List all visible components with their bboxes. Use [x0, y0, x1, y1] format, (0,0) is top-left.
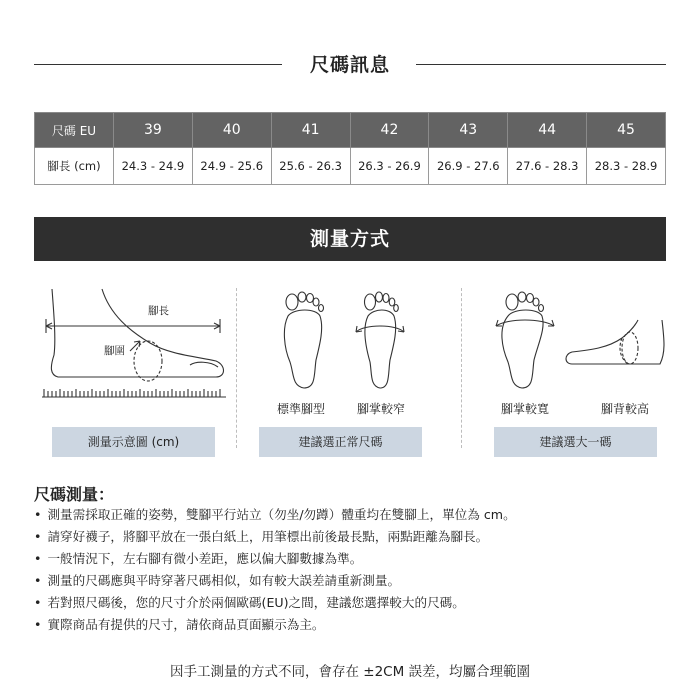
- footer-note: 因手工測量的方式不同，會存在 ±2CM 誤差，均屬合理範圍: [169, 664, 531, 680]
- measurement-method-banner: 測量方式: [34, 217, 666, 261]
- notes-list: [34, 504, 674, 636]
- list-item: • 實際商品有提供的尺寸，請依商品頁面顯示為主。: [34, 614, 674, 636]
- measure-diagram-label: 測量示意圖 (cm): [52, 427, 215, 457]
- foot-length-label: 腳長: [148, 305, 169, 317]
- size-cell: 39: [114, 113, 193, 148]
- list-item: • 測量需採取正確的姿勢，雙腳平行站立（勿坐/勿蹲）體重均在雙腳上，單位為 cm。: [34, 504, 674, 526]
- length-cell: 24.9 - 25.6: [192, 148, 271, 185]
- standard-foot-icon: [278, 288, 328, 390]
- length-cell: 25.6 - 26.3: [271, 148, 350, 185]
- page-title: 尺碼訊息: [309, 54, 390, 76]
- recommend-larger-size-label: 建議選大一碼: [494, 427, 657, 457]
- caption-wide-foot: 腳掌較寬: [500, 402, 549, 416]
- title-rule-right: [416, 64, 666, 65]
- length-cell: 26.3 - 26.9: [350, 148, 429, 185]
- side-foot-measure-illustration: [40, 285, 230, 400]
- size-cell: 43: [429, 113, 508, 148]
- foot-length-row: [35, 148, 666, 185]
- length-cell: 26.9 - 27.6: [429, 148, 508, 185]
- size-cell: 41: [271, 113, 350, 148]
- size-cell: 44: [508, 113, 587, 148]
- length-cell: 24.3 - 24.9: [114, 148, 193, 185]
- foot-girth-label: 腳圍: [104, 345, 125, 357]
- size-eu-header: 尺碼 EU: [35, 113, 114, 148]
- recommend-normal-size-label: 建議選正常尺碼: [259, 427, 422, 457]
- list-item: • 測量的尺碼應與平時穿著尺碼相似，如有較大誤差請重新測量。: [34, 570, 674, 592]
- list-item: • 請穿好襪子，將腳平放在一張白紙上，用筆標出前後最長點，兩點距離為腳長。: [34, 526, 674, 548]
- list-item: • 若對照尺碼後，您的尺寸介於兩個歐碼(EU)之間，建議您選擇較大的尺碼。: [34, 592, 674, 614]
- caption-narrow-foot: 腳掌較窄: [356, 402, 405, 416]
- narrow-foot-icon: [352, 288, 408, 390]
- foot-length-header: 腳長 (cm): [35, 148, 114, 185]
- divider-1: [236, 288, 237, 448]
- size-cell: 42: [350, 113, 429, 148]
- caption-high-instep: 腳背較高: [600, 402, 649, 416]
- list-item: • 一般情況下，左右腳有微小差距，應以偏大腳數據為準。: [34, 548, 674, 570]
- divider-2: [461, 288, 462, 448]
- length-cell: 27.6 - 28.3: [508, 148, 587, 185]
- caption-standard-foot: 標準腳型: [276, 402, 325, 416]
- size-table-header-row: [35, 113, 666, 148]
- wide-foot-icon: [490, 288, 560, 390]
- notes-title: 尺碼測量：: [34, 485, 115, 504]
- high-instep-foot-icon: [562, 318, 670, 370]
- length-cell: 28.3 - 28.9: [587, 148, 666, 185]
- size-table: [34, 112, 666, 185]
- size-cell: 40: [192, 113, 271, 148]
- size-cell: 45: [587, 113, 666, 148]
